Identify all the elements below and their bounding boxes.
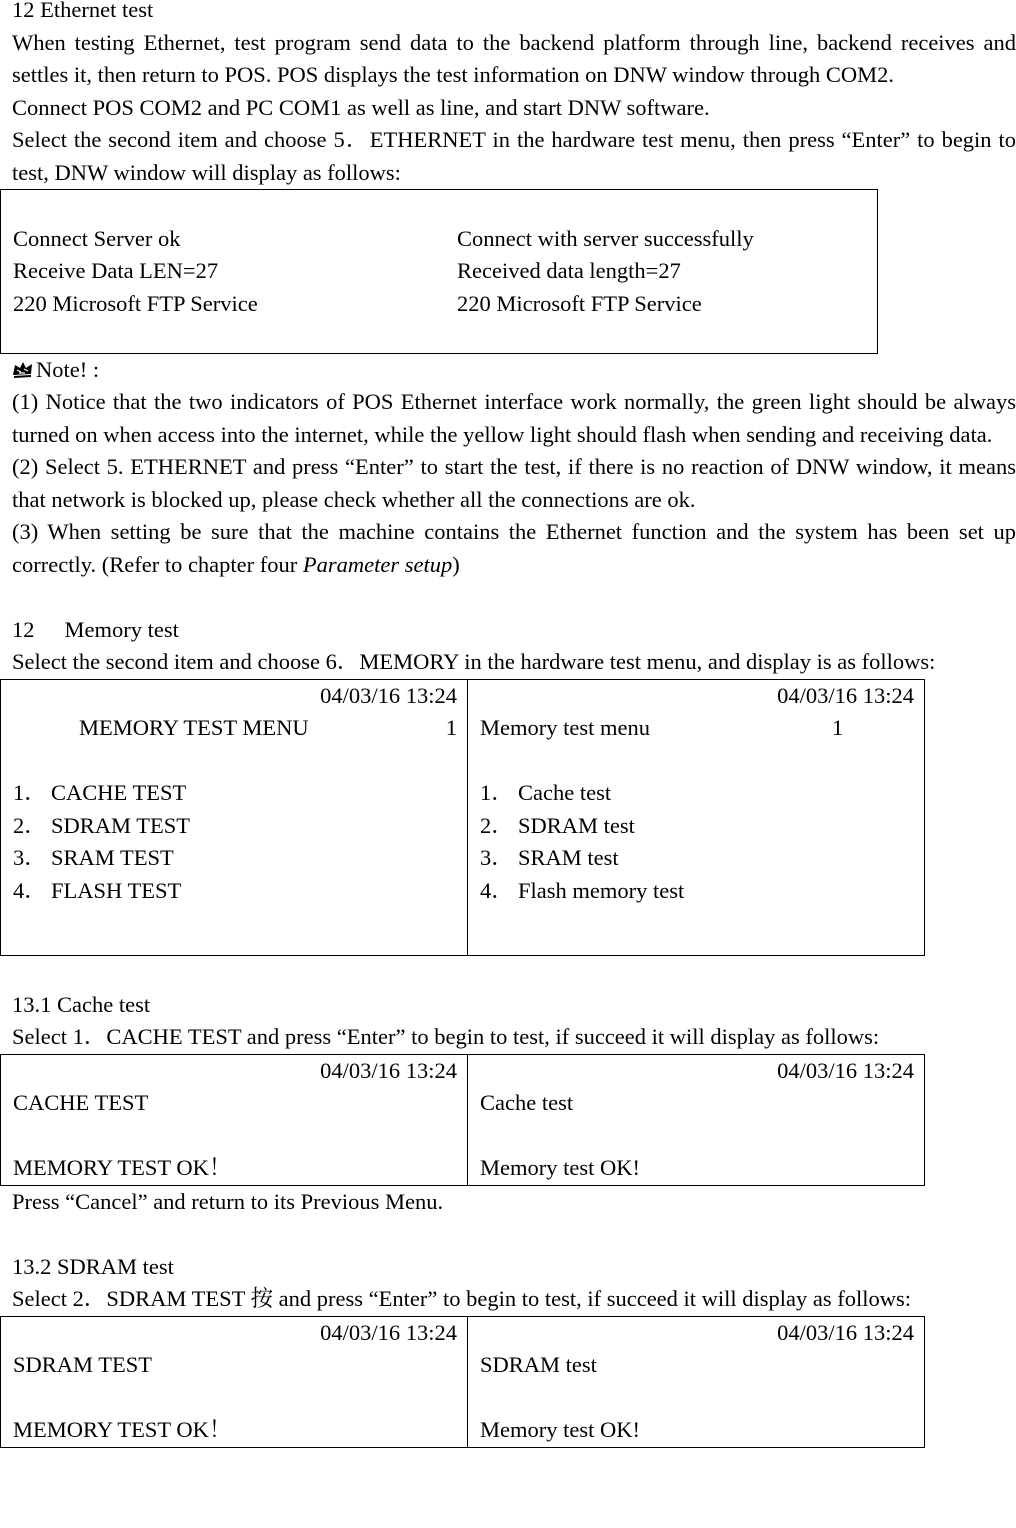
cache-display-table — [0, 1054, 925, 1186]
display-result: MEMORY TEST OK！ — [13, 1155, 232, 1180]
ethernet-row — [13, 223, 865, 256]
memory-menu-right — [468, 679, 925, 956]
menu-title: MEMORY TEST MENU — [79, 715, 309, 740]
timestamp: 04/03/16 13:24 — [320, 682, 457, 708]
ethernet-row-left: 220 Microsoft FTP Service — [13, 290, 258, 316]
menu-item[interactable]: 4． FLASH TEST — [13, 877, 182, 903]
memory-heading-number: 12 — [12, 616, 35, 642]
note-line — [12, 354, 1016, 387]
ethernet-para-1: When testing Ethernet, test program send data to the backend platform through line, backend receives and settles it, then return to POS. POS displays the test information on DNW window through COM2. — [12, 29, 1016, 87]
cache-intro: Select 1．CACHE TEST and press “Enter” to begin to test, if succeed it will display as follows: — [12, 1024, 880, 1049]
sdram-heading: 13.2 SDRAM test — [12, 1253, 174, 1279]
menu-page-number: 1 — [445, 715, 457, 740]
ethernet-row-left: Connect Server ok — [13, 225, 181, 251]
menu-item[interactable]: 2． SDRAM test — [480, 812, 635, 838]
ethernet-row — [13, 255, 865, 288]
menu-item[interactable]: 4． Flash memory test — [480, 877, 685, 903]
timestamp: 04/03/16 13:24 — [777, 1057, 914, 1083]
menu-item[interactable]: 3． SRAM TEST — [13, 845, 174, 870]
menu-item[interactable]: 3． SRAM test — [480, 845, 619, 870]
cache-after: Press “Cancel” and return to its Previous Menu. — [12, 1188, 444, 1214]
ethernet-row-right: Connect with server successfully — [457, 225, 754, 251]
sdram-display-right — [468, 1316, 925, 1447]
ethernet-row-right: 220 Microsoft FTP Service — [457, 290, 702, 316]
ethernet-heading: 12 Ethernet test — [12, 0, 154, 22]
memory-intro: Select the second item and choose 6．MEMORY in the hardware test menu, and display is as follows: — [12, 649, 936, 674]
timestamp: 04/03/16 13:24 — [320, 1319, 457, 1345]
menu-title: Memory test menu — [480, 715, 650, 740]
timestamp: 04/03/16 13:24 — [777, 1319, 914, 1345]
note-1: (1) Notice that the two indicators of POS Ethernet interface work normally, the green light should be always turned on when access into the internet, while the yellow light should flash when sending and receiving data. — [12, 389, 1016, 447]
note-3-text: (3) When setting be sure that the machine contains the Ethernet function and the system has been set up correctly. (Refer to chapter four — [12, 519, 1016, 577]
memory-menu-table — [0, 679, 925, 957]
note-3 — [12, 516, 1016, 581]
ethernet-para-2: Connect POS COM2 and PC COM1 as well as line, and start DNW software. — [12, 94, 710, 120]
ethernet-row — [13, 288, 865, 321]
display-result: MEMORY TEST OK！ — [13, 1417, 232, 1442]
memory-menu-left — [1, 679, 468, 956]
note-icon — [12, 356, 36, 374]
ethernet-row-right: Received data length=27 — [457, 258, 681, 283]
menu-item[interactable]: 2． SDRAM TEST — [13, 812, 190, 838]
display-result: Memory test OK! — [480, 1155, 640, 1180]
menu-page-number: 1 — [832, 715, 844, 740]
memory-heading — [12, 614, 1016, 647]
menu-item[interactable]: 1． CACHE TEST — [13, 780, 187, 805]
ethernet-row-left: Receive Data LEN=27 — [13, 258, 219, 283]
cache-display-left — [1, 1054, 468, 1185]
menu-title-row — [13, 712, 457, 745]
note-2: (2) Select 5. ETHERNET and press “Enter” to start the test, if there is no reaction of DNW window, it means that network is blocked up, please check whether all the connections are ok. — [12, 454, 1016, 512]
timestamp: 04/03/16 13:24 — [320, 1057, 457, 1083]
display-title: SDRAM TEST — [13, 1352, 152, 1377]
menu-item[interactable]: 1． Cache test — [480, 780, 612, 805]
cache-display-right — [468, 1054, 925, 1185]
note-label: Note! : — [36, 356, 100, 382]
timestamp: 04/03/16 13:24 — [777, 682, 914, 708]
display-title: Cache test — [480, 1090, 574, 1115]
note-3-suffix: ) — [452, 551, 460, 577]
cache-heading: 13.1 Cache test — [12, 991, 151, 1017]
display-title: CACHE TEST — [13, 1090, 149, 1115]
ethernet-para-3: Select the second item and choose 5．ETHERNET in the hardware test menu, then press “Enter” to begin to test, DNW window will display as follows: — [12, 127, 1016, 185]
sdram-display-left — [1, 1316, 468, 1447]
sdram-intro: Select 2．SDRAM TEST 按 and press “Enter” to begin to test, if succeed it will display as follows: — [12, 1286, 912, 1311]
note-3-link-text: Parameter setup — [302, 551, 453, 577]
display-title: SDRAM test — [480, 1352, 597, 1377]
memory-heading-text: Memory test — [64, 616, 179, 642]
document-page — [12, 0, 1016, 1448]
display-result: Memory test OK! — [480, 1417, 640, 1442]
menu-title-row — [480, 712, 914, 745]
ethernet-display-table — [0, 189, 878, 354]
sdram-display-table — [0, 1316, 925, 1448]
